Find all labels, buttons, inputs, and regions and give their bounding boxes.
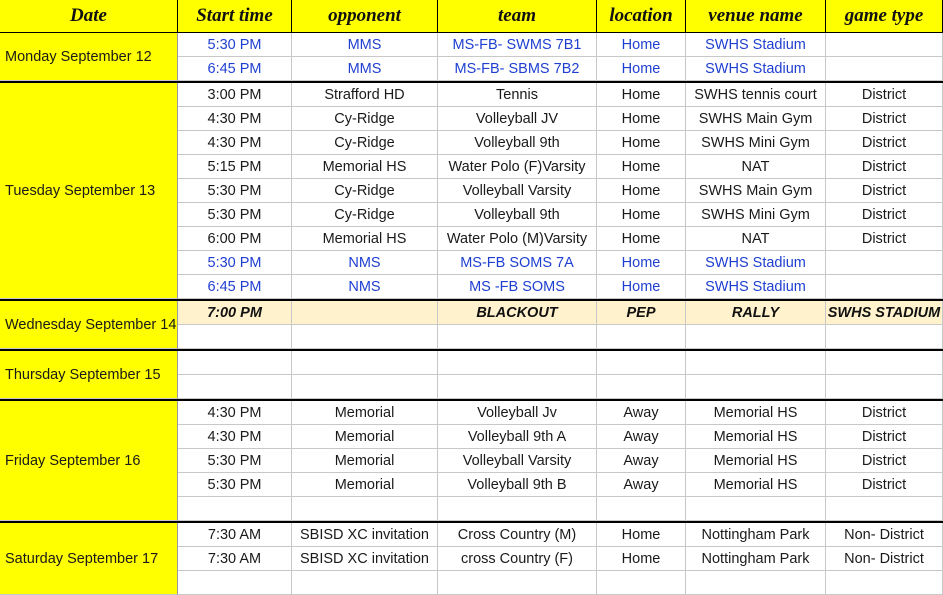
cell-game-type[interactable] <box>826 275 943 299</box>
cell-start-time[interactable]: 5:30 PM <box>178 449 292 473</box>
cell-venue-name[interactable]: SWHS Stadium <box>686 33 826 57</box>
cell-venue-name[interactable] <box>686 571 826 595</box>
cell-start-time[interactable]: 3:00 PM <box>178 83 292 107</box>
cell-game-type[interactable] <box>826 497 943 521</box>
cell-opponent[interactable] <box>292 497 438 521</box>
cell-team[interactable]: Volleyball Varsity <box>438 179 597 203</box>
cell-opponent[interactable]: MMS <box>292 57 438 81</box>
cell-team[interactable]: MS-FB- SBMS 7B2 <box>438 57 597 81</box>
cell-opponent[interactable]: MMS <box>292 33 438 57</box>
cell-start-time[interactable]: 6:45 PM <box>178 57 292 81</box>
cell-start-time[interactable]: 7:30 AM <box>178 547 292 571</box>
cell-opponent[interactable] <box>292 301 438 325</box>
cell-game-type[interactable]: Non- District <box>826 523 943 547</box>
cell-game-type[interactable] <box>826 33 943 57</box>
cell-team[interactable]: Tennis <box>438 83 597 107</box>
cell-opponent[interactable]: Memorial HS <box>292 155 438 179</box>
cell-opponent[interactable]: Cy-Ridge <box>292 107 438 131</box>
header-start-time[interactable]: Start time <box>178 0 292 33</box>
cell-game-type[interactable]: District <box>826 179 943 203</box>
cell-start-time[interactable]: 6:45 PM <box>178 275 292 299</box>
cell-venue-name[interactable]: NAT <box>686 227 826 251</box>
cell-start-time[interactable]: 5:30 PM <box>178 179 292 203</box>
cell-location[interactable]: Home <box>597 275 686 299</box>
cell-opponent[interactable]: Strafford HD <box>292 83 438 107</box>
header-game-type[interactable]: game type <box>826 0 943 33</box>
cell-game-type[interactable]: District <box>826 107 943 131</box>
cell-venue-name[interactable]: NAT <box>686 155 826 179</box>
cell-team[interactable]: MS -FB SOMS <box>438 275 597 299</box>
cell-team[interactable]: Volleyball 9th A <box>438 425 597 449</box>
cell-venue-name[interactable]: Memorial HS <box>686 449 826 473</box>
cell-opponent[interactable]: Memorial HS <box>292 227 438 251</box>
cell-game-type[interactable]: Non- District <box>826 547 943 571</box>
cell-opponent[interactable]: SBISD XC invitation <box>292 523 438 547</box>
cell-venue-name[interactable]: SWHS Main Gym <box>686 107 826 131</box>
cell-game-type[interactable] <box>826 571 943 595</box>
cell-venue-name[interactable]: Memorial HS <box>686 425 826 449</box>
cell-game-type[interactable] <box>826 251 943 275</box>
cell-start-time[interactable]: 6:00 PM <box>178 227 292 251</box>
cell-opponent[interactable] <box>292 325 438 349</box>
cell-opponent[interactable]: NMS <box>292 275 438 299</box>
cell-team[interactable]: Volleyball Jv <box>438 401 597 425</box>
cell-game-type[interactable]: District <box>826 131 943 155</box>
cell-team[interactable]: BLACKOUT <box>438 301 597 325</box>
cell-team[interactable]: Volleyball Varsity <box>438 449 597 473</box>
cell-opponent[interactable] <box>292 375 438 399</box>
cell-venue-name[interactable]: SWHS Stadium <box>686 251 826 275</box>
cell-location[interactable]: Away <box>597 473 686 497</box>
cell-team[interactable]: Volleyball JV <box>438 107 597 131</box>
cell-start-time[interactable]: 4:30 PM <box>178 425 292 449</box>
cell-start-time[interactable]: 7:00 PM <box>178 301 292 325</box>
cell-start-time[interactable]: 5:30 PM <box>178 251 292 275</box>
cell-game-type[interactable]: District <box>826 401 943 425</box>
cell-venue-name[interactable]: RALLY <box>686 301 826 325</box>
cell-team[interactable]: Volleyball 9th <box>438 131 597 155</box>
cell-team[interactable]: cross Country (F) <box>438 547 597 571</box>
cell-venue-name[interactable]: Nottingham Park <box>686 523 826 547</box>
cell-venue-name[interactable]: SWHS Mini Gym <box>686 131 826 155</box>
header-location[interactable]: location <box>597 0 686 33</box>
date-cell[interactable]: Tuesday September 13 <box>0 83 178 299</box>
cell-location[interactable]: Home <box>597 33 686 57</box>
date-cell[interactable]: Saturday September 17 <box>0 523 178 595</box>
cell-venue-name[interactable]: Nottingham Park <box>686 547 826 571</box>
cell-game-type[interactable]: SWHS STADIUM <box>826 301 943 325</box>
cell-start-time[interactable]: 4:30 PM <box>178 107 292 131</box>
cell-location[interactable]: Away <box>597 425 686 449</box>
cell-opponent[interactable]: Cy-Ridge <box>292 131 438 155</box>
date-cell[interactable]: Monday September 12 <box>0 33 178 81</box>
cell-start-time[interactable]: 5:15 PM <box>178 155 292 179</box>
cell-location[interactable] <box>597 571 686 595</box>
cell-start-time[interactable] <box>178 497 292 521</box>
cell-location[interactable]: Home <box>597 251 686 275</box>
cell-start-time[interactable]: 5:30 PM <box>178 203 292 227</box>
cell-location[interactable]: Home <box>597 227 686 251</box>
cell-start-time[interactable]: 4:30 PM <box>178 401 292 425</box>
cell-game-type[interactable] <box>826 57 943 81</box>
cell-start-time[interactable]: 5:30 PM <box>178 33 292 57</box>
cell-venue-name[interactable]: SWHS Main Gym <box>686 179 826 203</box>
cell-game-type[interactable] <box>826 375 943 399</box>
cell-team[interactable] <box>438 375 597 399</box>
cell-location[interactable]: PEP <box>597 301 686 325</box>
cell-location[interactable] <box>597 497 686 521</box>
cell-team[interactable] <box>438 351 597 375</box>
cell-team[interactable]: Water Polo (M)Varsity <box>438 227 597 251</box>
cell-venue-name[interactable]: Memorial HS <box>686 401 826 425</box>
cell-opponent[interactable]: Cy-Ridge <box>292 203 438 227</box>
cell-game-type[interactable]: District <box>826 227 943 251</box>
cell-game-type[interactable]: District <box>826 203 943 227</box>
cell-location[interactable]: Home <box>597 131 686 155</box>
cell-location[interactable]: Home <box>597 179 686 203</box>
cell-team[interactable] <box>438 497 597 521</box>
cell-location[interactable] <box>597 375 686 399</box>
cell-game-type[interactable]: District <box>826 425 943 449</box>
date-cell[interactable]: Wednesday September 14 <box>0 301 178 349</box>
cell-location[interactable]: Home <box>597 547 686 571</box>
cell-location[interactable] <box>597 325 686 349</box>
cell-game-type[interactable] <box>826 351 943 375</box>
cell-team[interactable] <box>438 325 597 349</box>
date-cell[interactable]: Thursday September 15 <box>0 351 178 399</box>
cell-venue-name[interactable]: SWHS Stadium <box>686 57 826 81</box>
cell-location[interactable]: Home <box>597 83 686 107</box>
cell-opponent[interactable]: Memorial <box>292 401 438 425</box>
cell-venue-name[interactable]: SWHS tennis court <box>686 83 826 107</box>
cell-opponent[interactable]: Memorial <box>292 425 438 449</box>
cell-opponent[interactable]: NMS <box>292 251 438 275</box>
cell-game-type[interactable]: District <box>826 473 943 497</box>
cell-start-time[interactable] <box>178 325 292 349</box>
cell-location[interactable]: Home <box>597 203 686 227</box>
header-date[interactable]: Date <box>0 0 178 33</box>
cell-venue-name[interactable] <box>686 375 826 399</box>
cell-venue-name[interactable]: SWHS Mini Gym <box>686 203 826 227</box>
date-cell[interactable]: Friday September 16 <box>0 401 178 521</box>
cell-start-time[interactable]: 5:30 PM <box>178 473 292 497</box>
cell-team[interactable]: Cross Country (M) <box>438 523 597 547</box>
cell-team[interactable]: Volleyball 9th B <box>438 473 597 497</box>
cell-game-type[interactable]: District <box>826 155 943 179</box>
cell-opponent[interactable] <box>292 571 438 595</box>
cell-game-type[interactable] <box>826 325 943 349</box>
cell-team[interactable]: Water Polo (F)Varsity <box>438 155 597 179</box>
cell-team[interactable]: Volleyball 9th <box>438 203 597 227</box>
cell-team[interactable] <box>438 571 597 595</box>
cell-opponent[interactable]: Cy-Ridge <box>292 179 438 203</box>
cell-location[interactable]: Home <box>597 57 686 81</box>
header-team[interactable]: team <box>438 0 597 33</box>
cell-venue-name[interactable] <box>686 351 826 375</box>
cell-game-type[interactable]: District <box>826 83 943 107</box>
cell-team[interactable]: MS-FB SOMS 7A <box>438 251 597 275</box>
cell-venue-name[interactable]: SWHS Stadium <box>686 275 826 299</box>
cell-location[interactable]: Home <box>597 155 686 179</box>
cell-venue-name[interactable]: Memorial HS <box>686 473 826 497</box>
cell-location[interactable]: Away <box>597 449 686 473</box>
cell-team[interactable]: MS-FB- SWMS 7B1 <box>438 33 597 57</box>
cell-start-time[interactable] <box>178 351 292 375</box>
cell-game-type[interactable]: District <box>826 449 943 473</box>
cell-location[interactable] <box>597 351 686 375</box>
cell-location[interactable]: Home <box>597 523 686 547</box>
cell-opponent[interactable] <box>292 351 438 375</box>
cell-location[interactable]: Away <box>597 401 686 425</box>
cell-start-time[interactable]: 4:30 PM <box>178 131 292 155</box>
cell-opponent[interactable]: Memorial <box>292 473 438 497</box>
cell-opponent[interactable]: SBISD XC invitation <box>292 547 438 571</box>
cell-start-time[interactable] <box>178 375 292 399</box>
cell-opponent[interactable]: Memorial <box>292 449 438 473</box>
header-venue-name[interactable]: venue name <box>686 0 826 33</box>
cell-start-time[interactable]: 7:30 AM <box>178 523 292 547</box>
cell-venue-name[interactable] <box>686 325 826 349</box>
header-opponent[interactable]: opponent <box>292 0 438 33</box>
cell-venue-name[interactable] <box>686 497 826 521</box>
cell-location[interactable]: Home <box>597 107 686 131</box>
cell-start-time[interactable] <box>178 571 292 595</box>
